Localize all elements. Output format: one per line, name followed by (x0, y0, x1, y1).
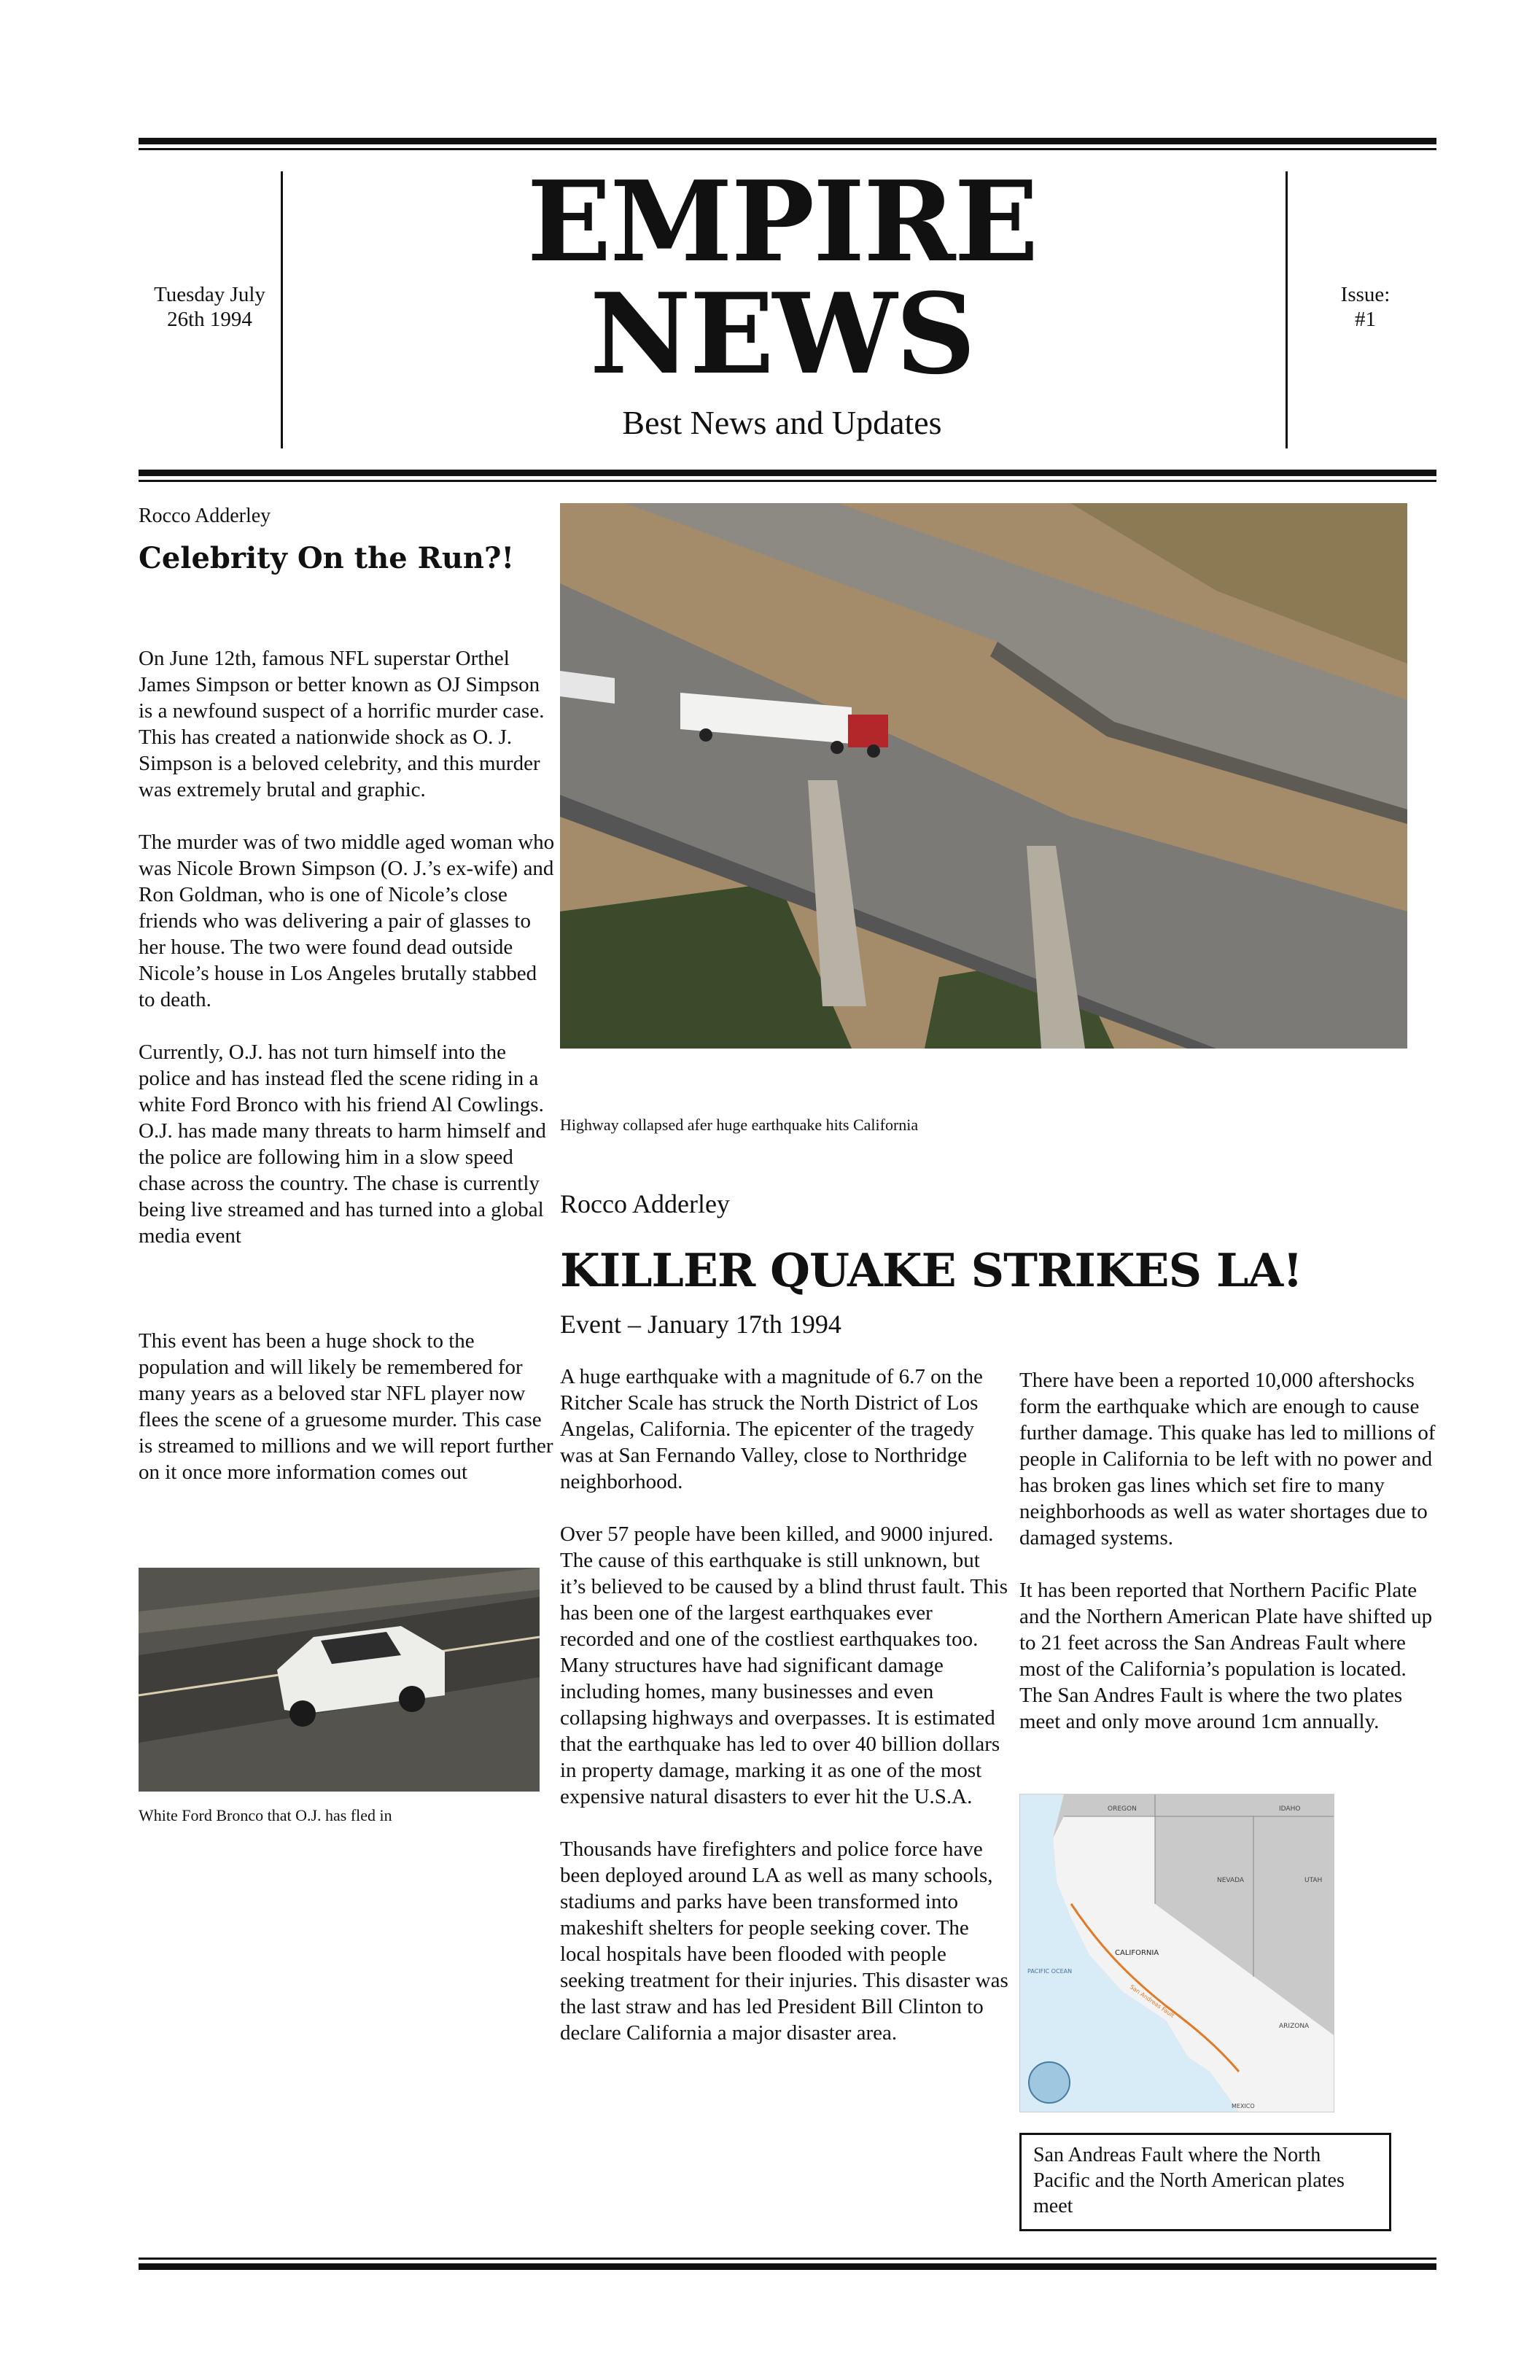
newspaper-title-line2: NEWS (589, 268, 975, 399)
quake-article-column-1 (560, 1364, 1008, 2046)
globe-inset-icon (1029, 2062, 1070, 2103)
issue-date-line1: Tuesday July (154, 283, 265, 306)
bottom-rule-thick (139, 2263, 1436, 2270)
quake-paragraph: It has been reported that Northern Pacific Plate and the Northern American Plate have shifted up to 21 feet across the San Andreas Fault where most of the California’s population is located. The San Andres Fault is where the two plates meet and only move around 1cm annually. (1019, 1579, 1433, 1733)
issue-number-value: #1 (1355, 308, 1376, 331)
top-rule-thin (139, 148, 1436, 150)
bronco-photo-caption: White Ford Bronco that O.J. has fled in (139, 1806, 392, 1824)
map-caption: San Andreas Fault where the North Pacific and the North American plates meet (1033, 2144, 1345, 2217)
issue-date-line2: 26th 1994 (167, 308, 252, 331)
left-article-body (139, 645, 556, 1485)
left-article-headline: Celebrity On the Run?! (139, 541, 514, 575)
quake-paragraph: There have been a reported 10,000 aftershocks form the earthquake which are enough to cause further damage. This quake has led to millions of people in California to be left with no power and has broken gas lines which set fire to many neighborhoods as well as water shortages due to damaged systems. (1019, 1369, 1436, 1549)
quake-article-column-2 (1019, 1367, 1436, 1735)
left-article-paragraph: The murder was of two middle aged woman who was Nicole Brown Simpson (O. J.’s ex-wife) and Ron Goldman, who is one of Nicole’s close friends who was delivering a pair of glasses to her house. The two were found dead outside Nicole’s house in Los Angeles brutally stabbed to death. (139, 831, 555, 1011)
newspaper-title-line1: EMPIRE (526, 156, 1038, 287)
map-label-nevada: NEVADA (1217, 1877, 1245, 1884)
map-label-fault: San Andreas Fault (1128, 1983, 1176, 2019)
highway-photo-caption: Highway collapsed afer huge earthquake hits California (560, 1116, 919, 1134)
issue-date (139, 282, 281, 332)
masthead-rule-thick (139, 470, 1436, 476)
quake-paragraph: A huge earthquake with a magnitude of 6.7 on the Ritcher Scale has struck the North District of Los Angelas, California. The epicenter of the tragedy was at San Fernando Valley, close to Northridge neighborhood. (560, 1365, 983, 1493)
quake-article-dateline: Event – January 17th 1994 (560, 1310, 841, 1339)
tagline: Best News and Updates (622, 404, 942, 441)
bronco-photo (139, 1568, 540, 1792)
map-label-ocean: PACIFIC OCEAN (1027, 1968, 1073, 1975)
map-caption-box (1019, 2133, 1391, 2231)
quake-paragraph: Over 57 people have been killed, and 9000 injured. The cause of this earthquake is still unknown, but it’s believed to be caused by a blind thrust fault. This has been one of the largest earthquakes ever recorded and one of the costliest earthquakes too. Many structures have had significant damage including homes, many businesses and even collapsing highways and overpasses. It is estimated that the earthquake has led to over 40 billion dollars in property damage, marking it as one of the most expensive natural disasters to ever hit the U.S.A. (560, 1522, 1008, 1808)
bottom-rule-thin (139, 2258, 1436, 2260)
quake-article-author: Rocco Adderley (560, 1189, 730, 1218)
masthead-divider-right (1286, 171, 1288, 448)
highway-collapse-photo (560, 503, 1407, 1049)
map-label-mexico: MEXICO (1232, 2103, 1255, 2109)
masthead-divider-left (281, 171, 283, 448)
issue-label: Issue: (1340, 283, 1391, 306)
map-label-arizona: ARIZONA (1279, 2023, 1310, 2030)
top-rule-thick (139, 138, 1436, 144)
left-article-paragraph: Currently, O.J. has not turn himself into the police and has instead fled the scene riding in a white Ford Bronco with his friend Al Cowlings. O.J. has made many threats to harm himself and the police are following him in a slow speed chase across the country. The chase is currently being live streamed and has turned into a global media event (139, 1041, 546, 1248)
map-label-california: CALIFORNIA (1115, 1949, 1159, 1957)
map-label-utah: UTAH (1304, 1877, 1323, 1884)
quake-paragraph: Thousands have firefighters and police force have been deployed around LA as well as many schools, stadiums and parks have been transformed into makeshift shelters for people seeking cover. The local hospitals have been flooded with people seeking treatment for their injuries. This disaster was the last straw and has led President Bill Clinton to declare California a major disaster area. (560, 1838, 1008, 2045)
san-andreas-map (1019, 1794, 1334, 2112)
left-article-paragraph: This event has been a huge shock to the population and will likely be remembered for many years as a beloved star NFL player now flees the scene of a gruesome murder. This case is streamed to millions and we will report further on it once more information comes out (139, 1329, 553, 1484)
masthead-rule-thin (139, 480, 1436, 482)
left-article-paragraph: On June 12th, famous NFL superstar Orthel James Simpson or better known as OJ Simpson is a newfound suspect of a horrific murder case. This has created a nationwide shock as O. J. Simpson is a beloved celebrity, and this murder was extremely brutal and graphic. (139, 647, 545, 801)
left-article-author: Rocco Adderley (139, 505, 271, 527)
issue-number (1294, 282, 1436, 332)
map-label-oregon: OREGON (1108, 1805, 1137, 1813)
quake-article-headline: KILLER QUAKE STRIKES LA! (560, 1243, 1302, 1297)
map-label-idaho: IDAHO (1279, 1805, 1301, 1813)
